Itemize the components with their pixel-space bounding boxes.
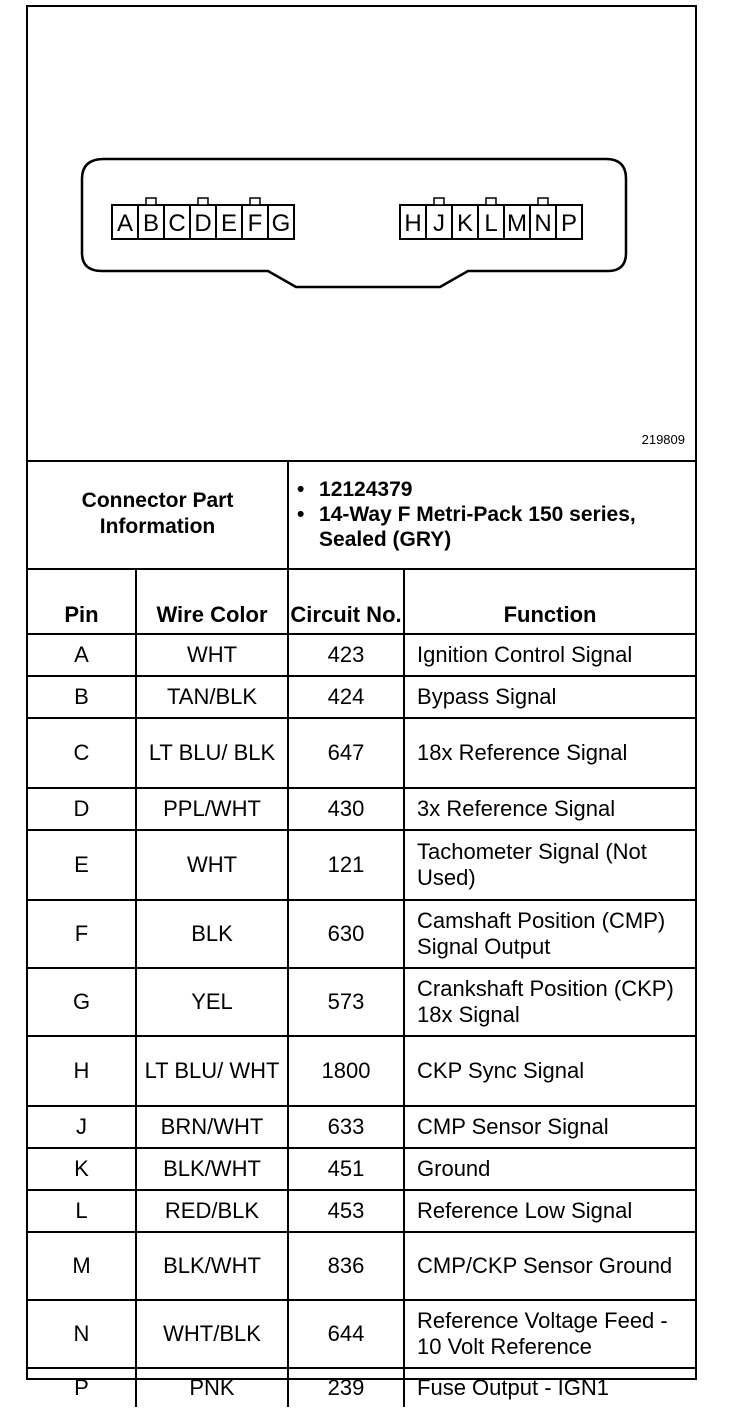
- header-function: Function: [404, 569, 695, 634]
- pin-cell: J: [28, 1106, 136, 1148]
- right-pin-row: [400, 198, 582, 239]
- table-row: [28, 1368, 695, 1407]
- circuit-cell: 647: [288, 718, 404, 788]
- wire-color-cell: TAN/BLK: [136, 676, 288, 718]
- pin-label-h: H: [404, 210, 422, 237]
- pin-cavity-f: [242, 198, 268, 239]
- pin-cell: A: [28, 634, 136, 676]
- circuit-cell: 424: [288, 676, 404, 718]
- wire-color-cell: RED/BLK: [136, 1190, 288, 1232]
- function-cell: Tachometer Signal (Not Used): [404, 830, 695, 900]
- pin-cavity-h: [400, 205, 426, 239]
- wire-color-cell: WHT: [136, 634, 288, 676]
- circuit-cell: 453: [288, 1190, 404, 1232]
- pin-cell: P: [28, 1368, 136, 1407]
- pin-cavity-g: [268, 205, 294, 239]
- pin-cavity-a: [112, 205, 138, 239]
- pin-label-a: A: [116, 210, 134, 237]
- pin-label-f: F: [247, 210, 263, 237]
- table-row: [28, 1148, 695, 1190]
- pinout-table: [28, 460, 695, 1407]
- function-cell: Reference Voltage Feed - 10 Volt Reference: [404, 1300, 695, 1368]
- circuit-cell: 1800: [288, 1036, 404, 1106]
- table-row: [28, 788, 695, 830]
- wire-color-cell: BLK: [136, 900, 288, 968]
- header-row: [28, 569, 695, 634]
- table-row: [28, 1036, 695, 1106]
- circuit-cell: 633: [288, 1106, 404, 1148]
- wire-color-cell: LT BLU/ WHT: [136, 1036, 288, 1106]
- circuit-cell: 239: [288, 1368, 404, 1407]
- table-row: [28, 1106, 695, 1148]
- pin-cell: G: [28, 968, 136, 1036]
- table-row: [28, 900, 695, 968]
- function-cell: Ignition Control Signal: [404, 634, 695, 676]
- pin-cell: C: [28, 718, 136, 788]
- pin-cell: L: [28, 1190, 136, 1232]
- pin-cavity-m: [504, 205, 530, 239]
- pin-label-e: E: [220, 210, 238, 237]
- wire-color-cell: PNK: [136, 1368, 288, 1407]
- circuit-cell: 423: [288, 634, 404, 676]
- pin-cell: K: [28, 1148, 136, 1190]
- header-wire-color: Wire Color: [136, 569, 288, 634]
- pin-cell: D: [28, 788, 136, 830]
- table-row: [28, 1300, 695, 1368]
- circuit-cell: 430: [288, 788, 404, 830]
- pin-cavity-n: [530, 198, 556, 239]
- table-row: [28, 1232, 695, 1300]
- function-cell: Reference Low Signal: [404, 1190, 695, 1232]
- circuit-cell: 573: [288, 968, 404, 1036]
- function-cell: CMP Sensor Signal: [404, 1106, 695, 1148]
- wire-color-cell: BLK/WHT: [136, 1148, 288, 1190]
- pin-label-c: C: [168, 210, 186, 237]
- wire-color-cell: PPL/WHT: [136, 788, 288, 830]
- table-row: [28, 830, 695, 900]
- pin-label-n: N: [534, 210, 552, 237]
- pin-cell: F: [28, 900, 136, 968]
- pin-label-j: J: [433, 210, 445, 237]
- pin-label-m: M: [507, 210, 527, 237]
- connector-face-drawing: [28, 7, 695, 460]
- connector-info-list: [288, 460, 695, 569]
- connector-diagram: [28, 7, 695, 462]
- function-cell: Bypass Signal: [404, 676, 695, 718]
- wire-color-cell: BRN/WHT: [136, 1106, 288, 1148]
- figure-id: 219809: [641, 432, 685, 447]
- pin-label-b: B: [142, 210, 160, 237]
- pin-cavity-e: [216, 205, 242, 239]
- connector-part-number: • 12124379: [319, 477, 687, 502]
- circuit-cell: 451: [288, 1148, 404, 1190]
- table-row: [28, 676, 695, 718]
- circuit-cell: 121: [288, 830, 404, 900]
- wire-color-cell: BLK/WHT: [136, 1232, 288, 1300]
- header-circuit: Circuit No.: [288, 569, 404, 634]
- pin-cavity-d: [190, 198, 216, 239]
- left-pin-row: [112, 198, 294, 239]
- pin-cavity-c: [164, 205, 190, 239]
- function-cell: Ground: [404, 1148, 695, 1190]
- pin-cavity-k: [452, 205, 478, 239]
- pin-label-k: K: [456, 210, 474, 237]
- pin-label-l: L: [484, 210, 498, 237]
- wire-color-cell: YEL: [136, 968, 288, 1036]
- connector-document: [26, 5, 697, 1400]
- connector-info-row: [28, 460, 695, 569]
- table-row: [28, 718, 695, 788]
- pin-cavity-j: [426, 198, 452, 239]
- function-cell: CKP Sync Signal: [404, 1036, 695, 1106]
- pin-cell: E: [28, 830, 136, 900]
- function-cell: Fuse Output - IGN1: [404, 1368, 695, 1407]
- wire-color-cell: LT BLU/ BLK: [136, 718, 288, 788]
- circuit-cell: 644: [288, 1300, 404, 1368]
- pin-cell: H: [28, 1036, 136, 1106]
- pin-cavity-p: [556, 205, 582, 239]
- pin-label-g: G: [271, 210, 291, 237]
- wire-color-cell: WHT: [136, 830, 288, 900]
- function-cell: Crankshaft Position (CKP) 18x Signal: [404, 968, 695, 1036]
- table-row: [28, 968, 695, 1036]
- pin-cell: M: [28, 1232, 136, 1300]
- function-cell: 18x Reference Signal: [404, 718, 695, 788]
- wire-color-cell: WHT/BLK: [136, 1300, 288, 1368]
- table-row: [28, 1190, 695, 1232]
- function-cell: Camshaft Position (CMP) Signal Output: [404, 900, 695, 968]
- pin-label-p: P: [560, 210, 578, 237]
- pin-cell: B: [28, 676, 136, 718]
- header-pin: Pin: [28, 569, 136, 634]
- circuit-cell: 836: [288, 1232, 404, 1300]
- function-cell: CMP/CKP Sensor Ground: [404, 1232, 695, 1300]
- table-row: [28, 634, 695, 676]
- pin-label-d: D: [194, 210, 212, 237]
- function-cell: 3x Reference Signal: [404, 788, 695, 830]
- pin-cavity-l: [478, 198, 504, 239]
- circuit-cell: 630: [288, 900, 404, 968]
- pin-cell: N: [28, 1300, 136, 1368]
- connector-description: • 14-Way F Metri-Pack 150 series, Sealed (GRY): [319, 502, 687, 552]
- pin-cavity-b: [138, 198, 164, 239]
- connector-info-label: Connector Part Information: [28, 460, 288, 569]
